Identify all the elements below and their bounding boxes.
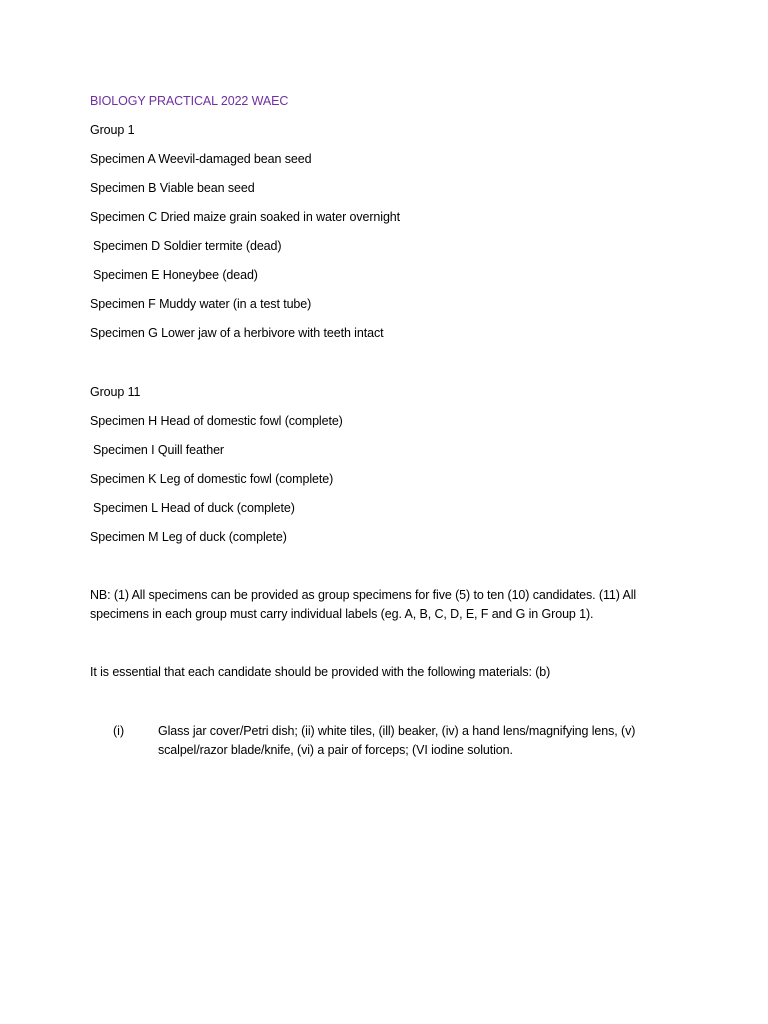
document-title: BIOLOGY PRACTICAL 2022 WAEC — [90, 94, 289, 108]
list-item-specimen-h: Specimen H Head of domestic fowl (complete) — [90, 414, 343, 428]
list-item-specimen-b: Specimen B Viable bean seed — [90, 181, 255, 195]
materials-intro-paragraph: It is essential that each candidate should be provided with the following materials: (b) — [90, 665, 551, 679]
group-2-heading: Group 11 — [90, 385, 141, 399]
nb-note-paragraph: NB: (1) All specimens can be provided as group specimens for five (5) to ten (10) candidates. (11) All specimens in each group must carry individual labels (eg. A, B, C, D, E, F and G in Group 1). — [90, 588, 637, 621]
list-item-specimen-a: Specimen A Weevil-damaged bean seed — [90, 152, 312, 166]
list-item-specimen-l: Specimen L Head of duck (complete) — [93, 501, 295, 515]
list-item-specimen-c: Specimen C Dried maize grain soaked in water overnight — [90, 210, 401, 224]
list-item-specimen-k: Specimen K Leg of domestic fowl (complete) — [90, 472, 334, 486]
list-item-specimen-g: Specimen G Lower jaw of a herbivore with teeth intact — [90, 326, 384, 340]
list-item-specimen-f: Specimen F Muddy water (in a test tube) — [90, 297, 312, 311]
list-item-specimen-i: Specimen I Quill feather — [93, 443, 224, 457]
list-item-specimen-d: Specimen D Soldier termite (dead) — [93, 239, 282, 253]
list-item-specimen-m: Specimen M Leg of duck (complete) — [90, 530, 287, 544]
list-item-specimen-e: Specimen E Honeybee (dead) — [93, 268, 258, 282]
materials-list-text: Glass jar cover/Petri dish; (ii) white tiles, (ill) beaker, (iv) a hand lens/magnifying lens, (v) scalpel/razor blade/knife, (vi) a pair of forceps; (VI iodine solution. — [158, 724, 636, 757]
materials-list-number: (i) — [113, 724, 125, 738]
group-1-heading: Group 1 — [90, 123, 135, 137]
